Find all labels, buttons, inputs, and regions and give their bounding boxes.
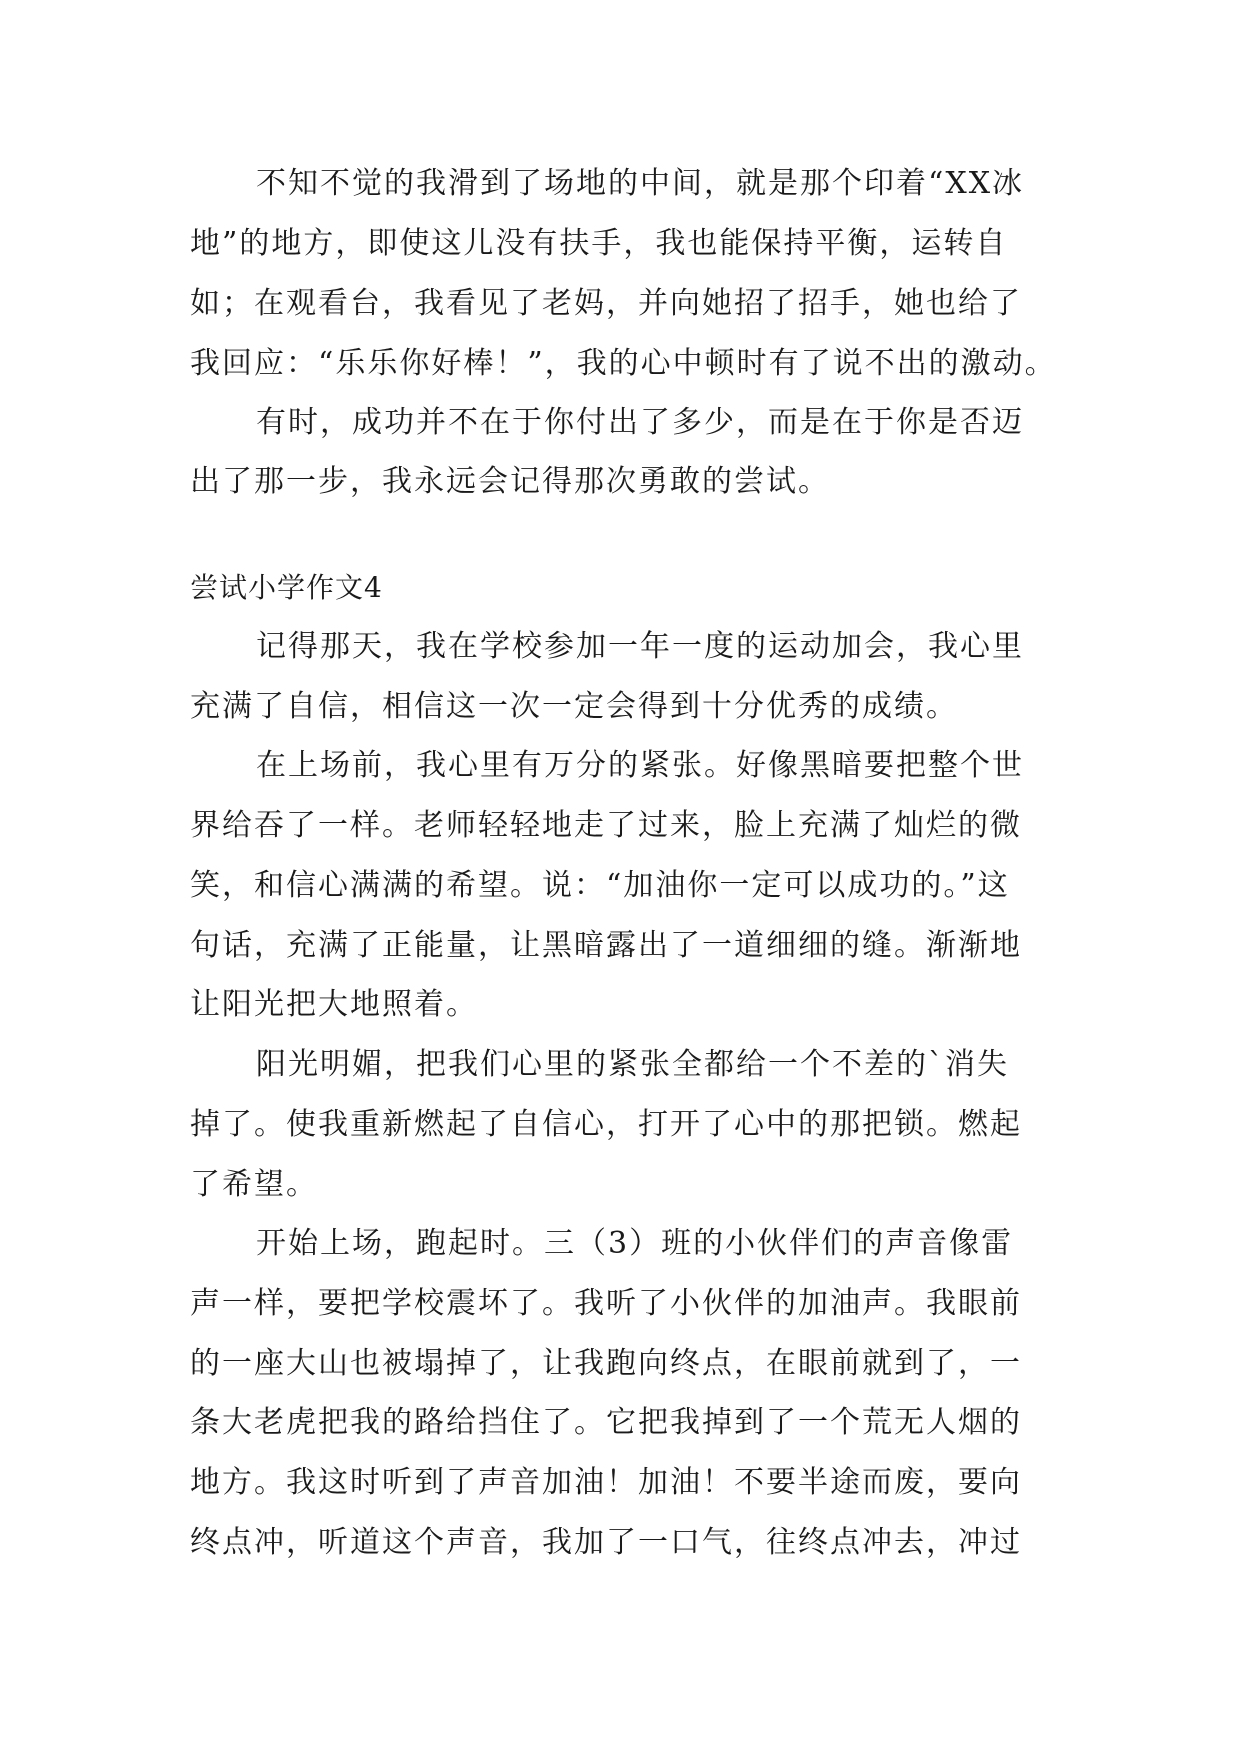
- paragraph-line: 不知不觉的我滑到了场地的中间，就是那个印着“XX冰: [256, 166, 1025, 201]
- paragraph-line: 地方。我这时听到了声音加油！加油！不要半途而废，要向: [190, 1465, 1022, 1500]
- paragraph-line: 开始上场，跑起时。三（3）班的小伙伴们的声音像雷: [256, 1226, 1014, 1261]
- paragraph-line: 阳光明媚，把我们心里的紧张全都给一个不差的`消失: [256, 1047, 1009, 1082]
- paragraph-line: 我回应：“乐乐你好棒！”，我的心中顿时有了说不出的激动。: [190, 346, 1057, 381]
- paragraph-line: 记得那天，我在学校参加一年一度的运动加会，我心里: [256, 629, 1024, 664]
- section-heading: 尝试小学作文4: [190, 571, 383, 604]
- paragraph-line: 出了那一步，我永远会记得那次勇敢的尝试。: [190, 464, 830, 499]
- paragraph-line: 充满了自信，相信这一次一定会得到十分优秀的成绩。: [190, 689, 958, 724]
- paragraph-line: 声一样，要把学校震坏了。我听了小伙伴的加油声。我眼前: [190, 1286, 1022, 1321]
- paragraph-line: 终点冲，听道这个声音，我加了一口气，往终点冲去，冲过: [190, 1525, 1022, 1560]
- paragraph-line: 掉了。使我重新燃起了自信心，打开了心中的那把锁。燃起: [190, 1107, 1022, 1142]
- paragraph-line: 句话，充满了正能量，让黑暗露出了一道细细的缝。渐渐地: [190, 928, 1022, 963]
- paragraph-line: 在上场前，我心里有万分的紧张。好像黑暗要把整个世: [256, 748, 1024, 783]
- paragraph-line: 如；在观看台，我看见了老妈，并向她招了招手，她也给了: [190, 286, 1022, 321]
- paragraph-line: 界给吞了一样。老师轻轻地走了过来，脸上充满了灿烂的微: [190, 808, 1022, 843]
- paragraph-line: 了希望。: [190, 1167, 318, 1202]
- paragraph-line: 的一座大山也被塌掉了，让我跑向终点，在眼前就到了，一: [190, 1346, 1022, 1381]
- paragraph-line: 有时，成功并不在于你付出了多少，而是在于你是否迈: [256, 405, 1024, 440]
- paragraph-line: 条大老虎把我的路给挡住了。它把我掉到了一个荒无人烟的: [190, 1405, 1022, 1440]
- paragraph-line: 地”的地方，即使这儿没有扶手，我也能保持平衡，运转自: [190, 226, 1008, 261]
- paragraph-line: 让阳光把大地照着。: [190, 987, 478, 1022]
- paragraph-line: 笑，和信心满满的希望。说：“加油你一定可以成功的。”这: [190, 868, 1010, 903]
